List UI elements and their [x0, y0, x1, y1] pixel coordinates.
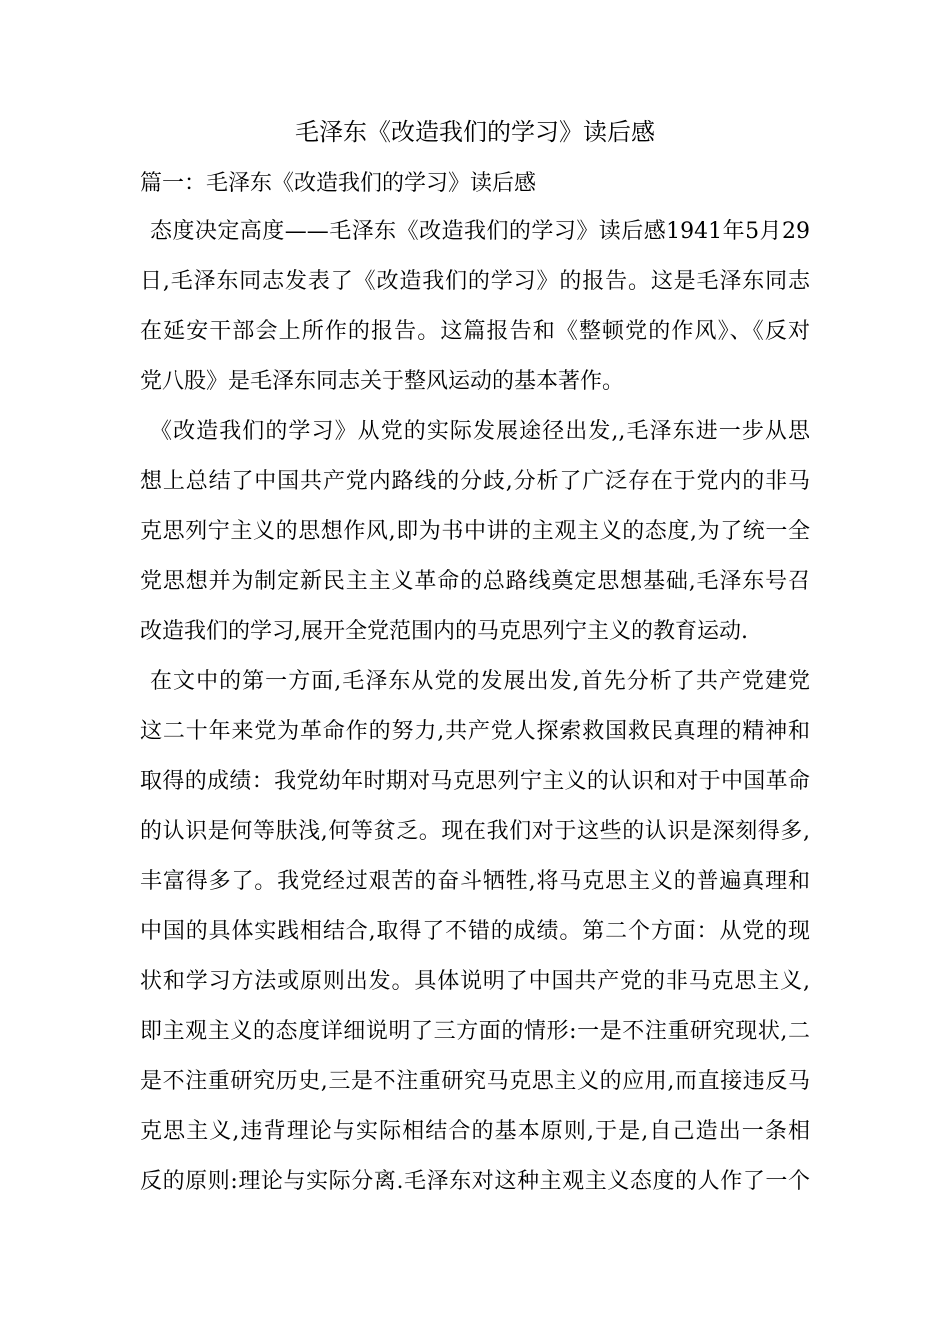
paragraph-line: 日,毛泽东同志发表了《改造我们的学习》的报告。这是毛泽东同志: [140, 269, 810, 294]
paragraph-line: 反的原则:理论与实际分离.毛泽东对这种主观主义态度的人作了一个: [140, 1169, 810, 1194]
paragraph-line: 在延安干部会上所作的报告。这篇报告和《整顿党的作风》、《反对: [140, 319, 810, 344]
document-title: 毛泽东《改造我们的学习》读后感: [295, 118, 655, 146]
section-heading: 篇一：毛泽东《改造我们的学习》读后感: [140, 171, 537, 196]
paragraph-line: 克思主义,违背理论与实际相结合的基本原则,于是,自己造出一条相: [140, 1119, 810, 1144]
paragraph-line: 在文中的第一方面,毛泽东从党的发展出发,首先分析了共产党建党: [150, 669, 810, 694]
paragraph-line: 克思列宁主义的思想作风,即为书中讲的主观主义的态度,为了统一全: [140, 519, 810, 544]
paragraph-line: 《改造我们的学习》从党的实际发展途径出发,,毛泽东进一步从思: [150, 419, 810, 444]
paragraph-line: 取得的成绩：我党幼年时期对马克思列宁主义的认识和对于中国革命: [140, 769, 810, 794]
paragraph-line: 态度决定高度——毛泽东《改造我们的学习》读后感1941年5月29: [150, 219, 810, 244]
paragraph-line: 状和学习方法或原则出发。具体说明了中国共产党的非马克思主义,: [140, 969, 810, 994]
paragraph-line: 这二十年来党为革命作的努力,共产党人探索救国救民真理的精神和: [140, 719, 810, 744]
paragraph-line: 党思想并为制定新民主主义革命的总路线奠定思想基础,毛泽东号召: [140, 569, 810, 594]
paragraph-line: 丰富得多了。我党经过艰苦的奋斗牺牲,将马克思主义的普遍真理和: [140, 869, 810, 894]
paragraph-line: 即主观主义的态度详细说明了三方面的情形:一是不注重研究现状,二: [140, 1019, 810, 1044]
paragraph-line: 党八股》是毛泽东同志关于整风运动的基本著作。: [140, 369, 625, 394]
paragraph-line: 想上总结了中国共产党内路线的分歧,分析了广泛存在于党内的非马: [140, 469, 810, 494]
paragraph-line: 中国的具体实践相结合,取得了不错的成绩。第二个方面：从党的现: [140, 919, 810, 944]
paragraph-line: 改造我们的学习,展开全党范围内的马克思列宁主义的教育运动.: [140, 619, 748, 644]
paragraph-line: 是不注重研究历史,三是不注重研究马克思主义的应用,而直接违反马: [140, 1069, 810, 1094]
paragraph-line: 的认识是何等肤浅,何等贫乏。现在我们对于这些的认识是深刻得多,: [140, 819, 810, 844]
